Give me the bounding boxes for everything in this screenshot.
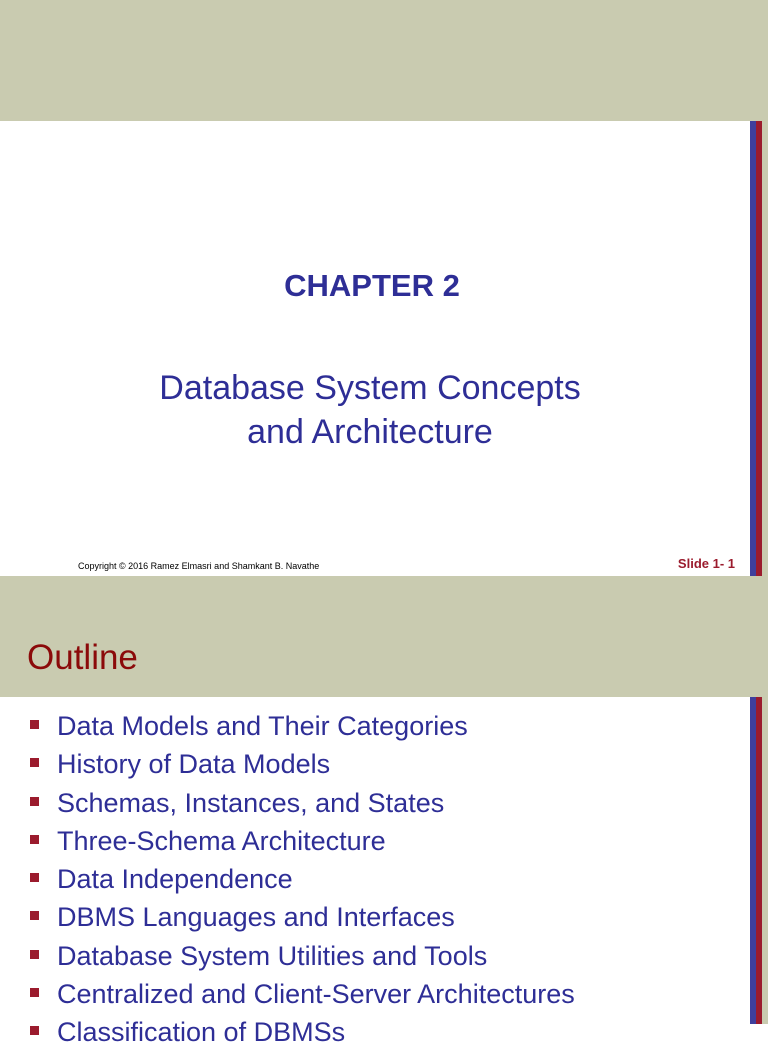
outline-list bbox=[0, 710, 575, 1055]
outline-title: Outline bbox=[27, 638, 138, 677]
copyright-notice: Copyright © 2016 Ramez Elmasri and Shamkant B. Navathe bbox=[78, 561, 320, 571]
side-stripes bbox=[750, 121, 768, 576]
list-item bbox=[0, 1016, 575, 1054]
slide-number: Slide 1- 1 bbox=[677, 556, 735, 571]
square-bullet-icon bbox=[30, 950, 39, 959]
square-bullet-icon bbox=[30, 911, 39, 920]
header-band bbox=[0, 0, 768, 121]
square-bullet-icon bbox=[30, 797, 39, 806]
subtitle-line-1: Database System Concepts bbox=[159, 369, 581, 407]
square-bullet-icon bbox=[30, 873, 39, 882]
list-item-text: History of Data Models bbox=[57, 749, 331, 780]
list-item bbox=[0, 825, 575, 863]
square-bullet-icon bbox=[30, 758, 39, 767]
square-bullet-icon bbox=[30, 835, 39, 844]
chapter-subtitle bbox=[110, 366, 630, 454]
stripe-tan bbox=[762, 121, 768, 576]
side-stripes bbox=[750, 697, 768, 1024]
list-item-text: Data Models and Their Categories bbox=[57, 711, 468, 741]
list-item bbox=[0, 787, 575, 825]
list-item bbox=[0, 978, 575, 1016]
list-item bbox=[0, 940, 575, 978]
square-bullet-icon bbox=[30, 720, 39, 729]
list-item bbox=[0, 748, 575, 786]
list-item-text: Classification of DBMSs bbox=[57, 1017, 346, 1048]
list-item bbox=[0, 901, 575, 939]
subtitle-line-2: and Architecture bbox=[247, 413, 493, 451]
list-item-text: Schemas, Instances, and States bbox=[57, 787, 445, 818]
slide-outline bbox=[0, 576, 768, 1048]
list-item bbox=[0, 710, 575, 748]
list-item-text: Centralized and Client-Server Architectures bbox=[57, 979, 575, 1010]
list-item-text: DBMS Languages and Interfaces bbox=[57, 902, 455, 933]
stripe-tan bbox=[762, 697, 768, 1024]
list-item-text: Three-Schema Architecture bbox=[57, 825, 386, 856]
square-bullet-icon bbox=[30, 988, 39, 997]
square-bullet-icon bbox=[30, 1026, 39, 1035]
header-band bbox=[0, 576, 768, 697]
list-item-text: Database System Utilities and Tools bbox=[57, 940, 488, 971]
chapter-heading: CHAPTER 2 bbox=[284, 268, 460, 303]
list-item-text: Data Independence bbox=[57, 864, 293, 895]
list-item bbox=[0, 863, 575, 901]
